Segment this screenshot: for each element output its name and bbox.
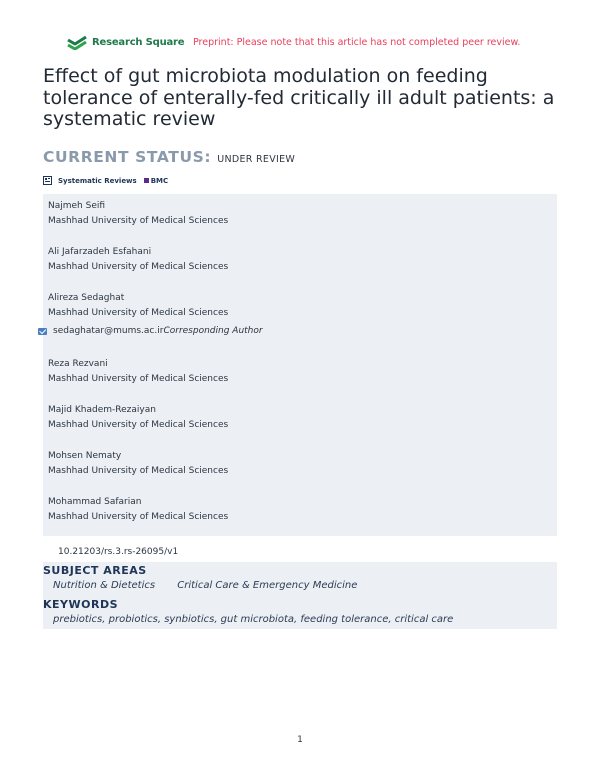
keywords-heading: KEYWORDS	[43, 598, 119, 611]
page-header	[66, 34, 560, 52]
subject-areas-list	[53, 580, 376, 591]
keywords-list: prebiotics, probiotics, synbiotics, gut microbiota, feeding tolerance, critical care	[53, 614, 454, 625]
author-affiliation: Mashhad University of Medical Sciences	[48, 216, 229, 226]
preprint-notice: Preprint: Please note that this article has not completed peer review.	[193, 37, 521, 48]
author-affiliation: Mashhad University of Medical Sciences	[48, 420, 229, 430]
author-affiliation: Mashhad University of Medical Sciences	[48, 262, 229, 272]
author-affiliation: Mashhad University of Medical Sciences	[48, 374, 229, 384]
subject-area-item[interactable]: Nutrition & Dietetics	[53, 580, 156, 591]
author-affiliation: Mashhad University of Medical Sciences	[48, 308, 229, 318]
author-name: Mohsen Nematy	[48, 451, 122, 461]
author-name: Alireza Sedaghat	[48, 293, 125, 303]
author-entry	[48, 357, 228, 387]
author-name: Mohammad Safarian	[48, 497, 142, 507]
bmc-logo	[144, 177, 168, 185]
bmc-square-icon	[144, 178, 149, 183]
email-address[interactable]: sedaghatar@mums.ac.ir	[53, 326, 164, 336]
research-square-logo-icon	[66, 34, 88, 50]
author-entry	[48, 199, 228, 229]
corresponding-author-label: Corresponding Author	[163, 326, 263, 336]
status-value: UNDER REVIEW	[217, 154, 296, 165]
author-affiliation: Mashhad University of Medical Sciences	[48, 512, 229, 522]
research-square-logo[interactable]	[66, 34, 184, 50]
author-name: Majid Khadem-Rezaiyan	[48, 405, 156, 415]
current-status	[43, 148, 295, 166]
corresponding-author-email[interactable]	[38, 326, 263, 336]
author-name: Ali Jafarzadeh Esfahani	[48, 247, 152, 257]
author-entry	[48, 291, 228, 321]
authors-panel	[43, 194, 557, 536]
journal-name[interactable]: Systematic Reviews	[58, 176, 137, 185]
author-entry	[48, 245, 228, 275]
envelope-icon	[38, 328, 47, 335]
author-affiliation: Mashhad University of Medical Sciences	[48, 466, 229, 476]
author-entry	[48, 495, 228, 525]
logo-text: Research Square	[92, 36, 185, 48]
subject-area-item[interactable]: Critical Care & Emergency Medicine	[177, 580, 358, 591]
author-name: Reza Rezvani	[48, 359, 108, 369]
status-label: CURRENT STATUS:	[43, 148, 212, 166]
journal-row	[43, 176, 168, 185]
author-name: Najmeh Seifi	[48, 201, 106, 211]
journal-icon	[43, 176, 52, 185]
article-title: Effect of gut microbiota modulation on feeding tolerance of enterally-fed critically ill adult patients: a systematic review	[43, 65, 555, 130]
subject-areas-section	[43, 562, 557, 596]
author-entry	[48, 403, 228, 433]
keywords-section	[43, 596, 557, 629]
author-entry	[48, 449, 228, 479]
publisher-name: BMC	[150, 176, 169, 185]
doi-link[interactable]: 10.21203/rs.3.rs-26095/v1	[58, 547, 179, 557]
page-number: 1	[297, 735, 303, 745]
subject-areas-heading: SUBJECT AREAS	[43, 564, 147, 577]
